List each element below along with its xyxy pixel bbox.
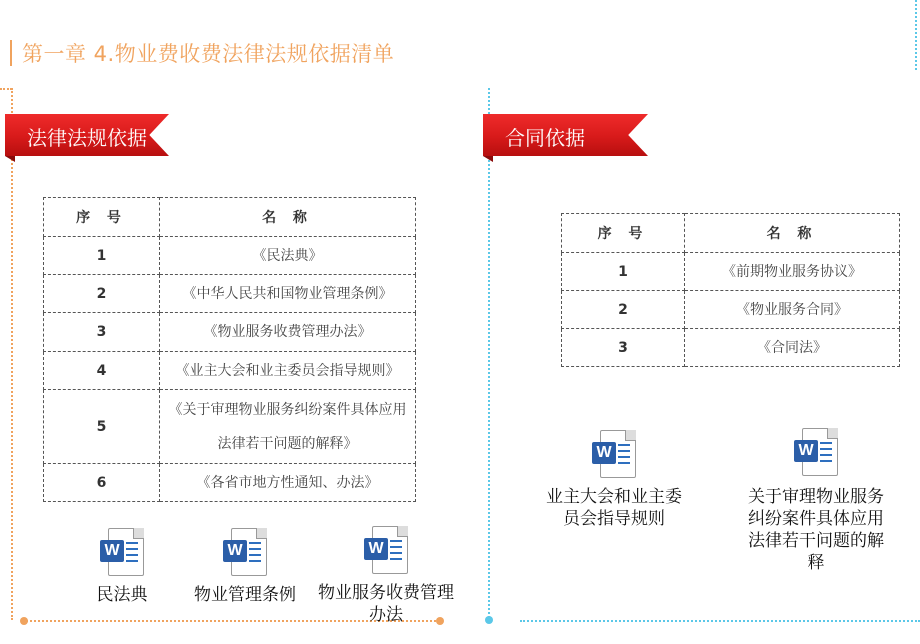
file-owners-assembly-rules[interactable] <box>537 430 691 530</box>
row-number: 3 <box>44 313 160 352</box>
column-header-number: 序 号 <box>44 198 160 237</box>
row-name: 《各省市地方性通知、办法》 <box>160 464 416 502</box>
section-header-label: 法律法规依据 <box>27 126 147 150</box>
frame-line <box>488 88 490 618</box>
table-row <box>44 275 416 313</box>
column-header-name: 名 称 <box>160 198 416 237</box>
row-number: 6 <box>44 464 160 502</box>
table-row <box>562 253 900 291</box>
law-basis-table <box>43 197 416 502</box>
row-name: 《民法典》 <box>160 237 416 275</box>
row-name: 《前期物业服务协议》 <box>685 253 900 291</box>
frame-line <box>915 0 917 70</box>
row-name: 《物业服务收费管理办法》 <box>160 313 416 352</box>
section-header-law <box>5 114 169 158</box>
file-name: 业主大会和业主委员会指导规则 <box>546 487 682 529</box>
row-number: 2 <box>44 275 160 313</box>
file-property-regulation[interactable] <box>186 528 304 606</box>
table-row <box>44 464 416 502</box>
row-name: 《中华人民共和国物业管理条例》 <box>160 275 416 313</box>
row-number: 4 <box>44 352 160 390</box>
word-document-icon: W <box>592 430 636 478</box>
file-name: 物业管理条例 <box>194 585 296 605</box>
table-row <box>44 237 416 275</box>
table-row <box>562 291 900 329</box>
frame-dot <box>20 617 28 625</box>
row-number: 2 <box>562 291 685 329</box>
frame-dot <box>485 616 493 624</box>
row-name: 《物业服务合同》 <box>685 291 900 329</box>
file-judicial-interpretation[interactable] <box>740 428 892 573</box>
table-row <box>44 352 416 390</box>
frame-line <box>520 620 920 622</box>
column-header-name: 名 称 <box>685 214 900 253</box>
row-name: 《关于审理物业服务纠纷案件具体应用法律若干问题的解释》 <box>160 390 416 464</box>
file-name: 民法典 <box>96 585 148 605</box>
word-document-icon: W <box>794 428 838 476</box>
word-document-icon: W <box>364 526 408 574</box>
frame-line <box>11 88 13 620</box>
page-title: 第一章 4.物业费收费法律法规依据清单 <box>22 42 395 66</box>
row-name: 《合同法》 <box>685 329 900 367</box>
file-name: 物业服务收费管理办法 <box>318 583 454 625</box>
section-header-contract <box>483 114 648 158</box>
title-accent-bar <box>10 40 12 66</box>
table-row <box>44 313 416 352</box>
section-header-label: 合同依据 <box>505 126 585 150</box>
file-fee-measures[interactable] <box>314 526 458 626</box>
row-number: 3 <box>562 329 685 367</box>
file-name: 关于审理物业服务纠纷案件具体应用法律若干问题的解释 <box>748 487 884 573</box>
table-row <box>44 390 416 464</box>
table-row <box>562 329 900 367</box>
word-document-icon: W <box>100 528 144 576</box>
file-minfadian[interactable] <box>70 528 174 606</box>
row-number: 1 <box>44 237 160 275</box>
row-name: 《业主大会和业主委员会指导规则》 <box>160 352 416 390</box>
column-header-number: 序 号 <box>562 214 685 253</box>
row-number: 1 <box>562 253 685 291</box>
row-number: 5 <box>44 390 160 464</box>
word-document-icon: W <box>223 528 267 576</box>
contract-basis-table <box>561 213 900 367</box>
